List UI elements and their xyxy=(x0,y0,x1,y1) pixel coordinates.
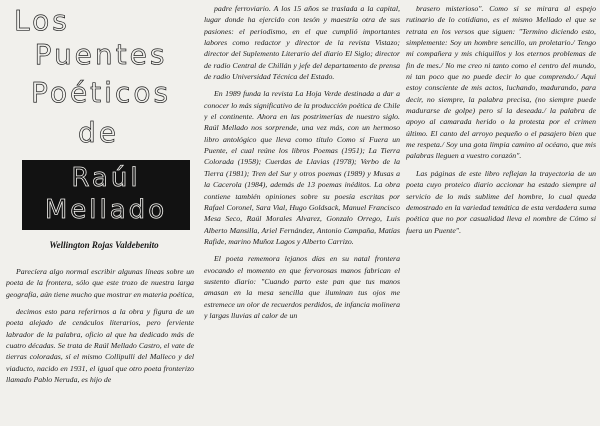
title-name-raul: Raúl xyxy=(71,163,141,193)
title-name-mellado: Mellado xyxy=(44,195,168,225)
paragraph: brasero misterioso". Como si se mirara al espejo rutinario de lo cotidiano, es el mismo Mellado el que se retrata en los versos que siguen: "Termino diciendo esto, simplemente: Soy un hombre sencillo, un proletario./ Tengo mi compañera y mis chiquillos y los eternos problemas de fin de mes./ No me creo ni tanto como el centro del mundo, ni tan poco que no puede decir lo que comprendo./ Aquí estoy consciente de mis actos, luchando, madurando, para decir, no siempre, la palabra precisa, (no siempre puede madurarse de golpe) pero sí la deseada./ la palabra de apoyo al camarada herido o la protesta por el crimen último. El canto del arroyo pequeño o el pasajero bien que me respeta./ Soy una gota limpia camino al océano, que mis palabras lleguen a vuestro corazón". xyxy=(406,4,596,161)
article-title xyxy=(12,6,190,232)
paragraph: Parecíera algo normal escribir algunas líneas sobre un poeta de la frontera, sólo que este trozo de nuestra larga geografía, aún tiene mucho que mostrar en materia poética, xyxy=(6,267,194,299)
paragraph: padre ferroviario. A los 15 años se traslada a la capital, lugar donde ha ejercido con tesón y maestría otra de sus pasiones: el periodismo, en el que cumplió importantes labores como redactor y director de la revista Vistazo; director del Suplemento Literario del diario El Siglo; director de radio Central de Chillán y jefe del departamento de prensa de radio Universidad Técnica del Estado. xyxy=(204,4,400,82)
article-column-1 xyxy=(6,266,194,426)
paragraph: Las páginas de este libro reflejan la trayectoria de un poeta cuyo proteico diario accionar ha estado siempre al servicio de lo más sublime del hombre, lo cual queda demostrado en la variedad temática de esta verdadera suma poética que no por casualidad lleva el nombre de Cómo si fuera un Puente". xyxy=(406,168,596,235)
title-line-de: de xyxy=(78,116,119,149)
title-line-poeticos: Poéticos xyxy=(30,76,172,109)
paragraph: decimos esto para referirnos a la obra y figura de un poeta alejado de cenáculos literarios, pero ferviente labrador de la palabra, oficio al que ha dedicado más de cuatro décadas. Se trata de Raúl Mellado Castro, el vate de tierras coloradas, sí el mismo Collipulli del Malleco y del viaducto, nacido en 1931, el igual que otro poeta fronterizo llamado Pablo Neruda, es hijo de xyxy=(6,307,194,385)
title-line-los: Los xyxy=(14,4,70,37)
title-name-box xyxy=(22,160,190,230)
paragraph: El poeta rememora lejanos días en su natal frontera evocando el momento en que fervorosas manos fabrican el sustento diario: "Cuando parto este pan que tus manos amasan en la mesa sencilla que iluminan tus ojos me estremece un olor de recuerdos perdidos, de infancia molinera y largas lluvias al calor de un xyxy=(204,254,400,320)
title-line-puentes: Puentes xyxy=(34,38,168,71)
article-column-3 xyxy=(406,3,596,303)
author-byline: Wellington Rojas Valdebenito xyxy=(49,240,159,250)
paragraph: En 1989 funda la revista La Hoja Verde destinada a dar a conocer lo más significativo de la producción poética de Chile y el continente. Ahora en las postrimerías de nuestro siglo. Raúl Mellado nos sorprende, una vez más, con un hermoso libro antológico que lleva como título Como si Fuera un Puente, el cual reúne los libros Poemas (1951); La Tierra Colorada (1958); Cuerdas de Llavias (1978); Verbo de la Tierra (1981); Tren del Sur y otros poemas (1989) y Musas a la Cacerola (1984), además de 13 poemas inéditos. La obra contiene también opiniones sobre su poesía escritas por Rafael Coronel, Sara Vial, Hugo Goldsack, Manuel Francisco Mesa Seco, Raúl Morales Alvarez, Gonzalo Orrego, Luis Alberto Mansilla, Ariel Fernández, Antonio Campaña, Matías Rafide, marino Muñoz Lagos y Alberto Carrizo. xyxy=(204,89,400,246)
article-column-2 xyxy=(204,3,400,426)
